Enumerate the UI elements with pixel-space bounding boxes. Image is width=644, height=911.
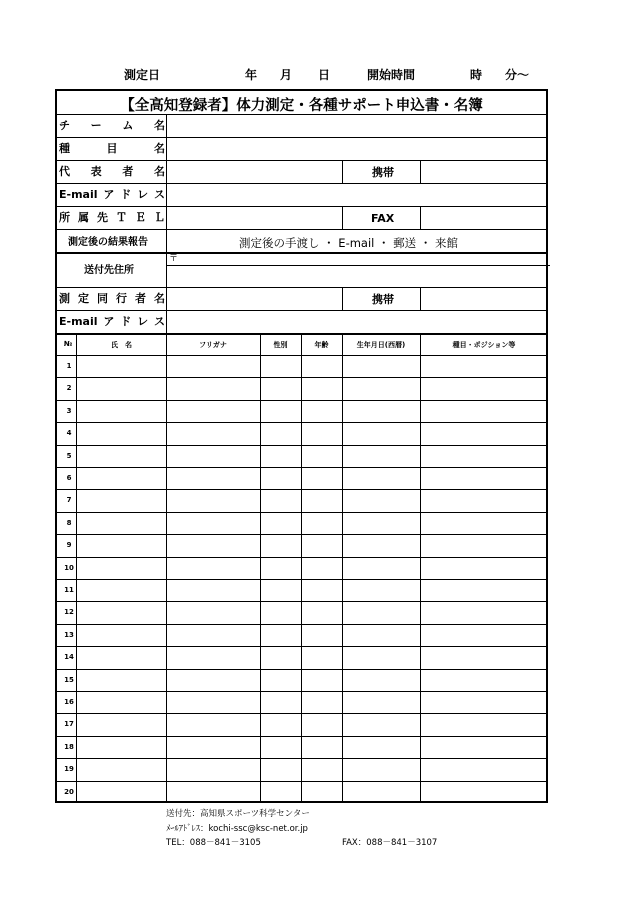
companion-mobile-label: 携帯: [372, 293, 394, 306]
date-label: 測定日: [124, 68, 161, 82]
row-number: 17: [64, 720, 74, 729]
row-number: 4: [66, 429, 72, 438]
footer-send-to: 送付先：高知県スポーツ科学センター: [166, 809, 310, 819]
row-number: 5: [66, 451, 72, 460]
row-number: 6: [66, 474, 72, 482]
result-options: 測定後の手渡し ・ E-mail ・ 郵送 ・ 来館: [239, 236, 458, 250]
hour-label: 時: [470, 68, 483, 82]
row-number: 7: [66, 496, 72, 505]
postal-mark: 〒: [169, 254, 179, 264]
row-number: 14: [64, 653, 74, 662]
row-number: 1: [66, 362, 72, 370]
footer-email: ﾒｰﾙｱﾄﾞﾚｽ：kochi-ssc@ksc-net.or.jp: [166, 824, 308, 834]
fax-label: FAX: [371, 212, 395, 225]
footer-fax: FAX：088－841－3107: [342, 838, 438, 848]
team-name-label: チ ー ム 名: [59, 119, 165, 132]
row-number: 18: [64, 742, 74, 751]
affiliation-tel-label: 所 属 先 Ｔ Ｅ Ｌ: [59, 211, 165, 224]
minute-label: 分～: [505, 68, 530, 82]
representative-label: 代 表 者 名: [59, 165, 165, 178]
row-number: 13: [64, 630, 74, 639]
row-number: 8: [66, 518, 72, 527]
col-furigana: フリガナ: [199, 341, 227, 349]
col-age: 年齢: [314, 341, 329, 349]
row-number: 16: [64, 698, 74, 706]
companion-label: 測 定 同 行 者 名: [59, 292, 165, 305]
row-number: 11: [64, 586, 74, 594]
footer-tel: TEL：088－841－3105: [166, 838, 261, 848]
row-number: 2: [66, 384, 72, 393]
row-number: 15: [64, 675, 74, 684]
col-name: 氏 名: [111, 341, 132, 349]
month-label: 月: [280, 68, 293, 82]
address-label: 送付先住所: [84, 265, 134, 276]
email-label: E-mail ア ド レ ス: [59, 188, 165, 201]
row-number: 19: [64, 765, 74, 774]
result-report-label: 測定後の結果報告: [68, 237, 148, 248]
row-number: 10: [64, 563, 74, 572]
col-event-position: 種目・ポジション等: [452, 341, 516, 349]
application-form: [55, 89, 548, 803]
row-number: 9: [66, 541, 72, 550]
start-time-label: 開始時間: [367, 68, 416, 82]
col-gender: 性別: [273, 341, 288, 349]
form-title: 【全高知登録者】体力測定・各種サポート申込書・名簿: [120, 98, 483, 114]
day-label: 日: [318, 68, 331, 82]
year-label: 年: [245, 68, 258, 82]
col-no: №: [63, 340, 73, 348]
row-number: 20: [64, 787, 74, 796]
col-birthdate: 生年月日(西暦): [356, 341, 406, 349]
row-number: 12: [64, 608, 74, 617]
companion-email-label: E-mail ア ド レ ス: [59, 315, 165, 328]
mobile-label: 携帯: [372, 166, 394, 179]
event-name-label: 種 目 名: [59, 142, 165, 155]
row-number: 3: [66, 406, 72, 415]
